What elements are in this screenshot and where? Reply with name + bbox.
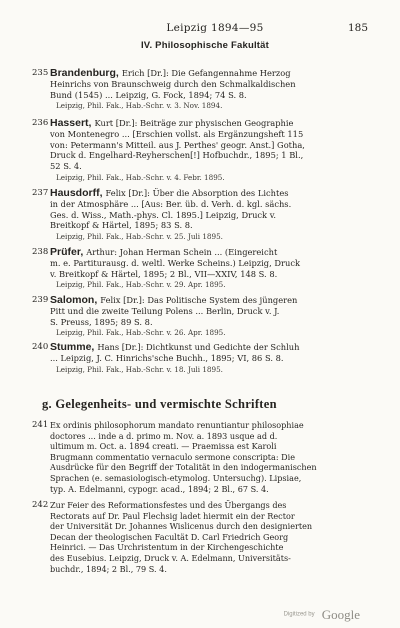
- entry-note: Leipzig, Phil. Fak., Hab.-Schr. v. 26. Apr. 1895.: [56, 328, 226, 338]
- author-name: Salomon,: [50, 294, 98, 306]
- entry-line: des Eusebius. Leipzig, Druck v. A. Edelmann, Universitäts-: [50, 552, 291, 563]
- misc-entry: [32, 500, 372, 574]
- part-heading: g. Gelegenheits- und vermischte Schriften: [42, 397, 277, 411]
- entry-line: typ. A. Edelmanni, cypogr. acad., 1894; 2 Bl., 67 S. 4.: [50, 483, 269, 494]
- misc-entry: [32, 420, 372, 494]
- entry-note: Leipzig, Phil. Fak., Hab.-Schr. v. 18. Juli 1895.: [56, 364, 223, 374]
- entry-line: Erich [Dr.]: Die Gefangennahme Herzog: [121, 68, 291, 78]
- entry-number: 239: [32, 295, 49, 305]
- bibliography-entry: [32, 117, 370, 183]
- entry-number: 238: [32, 247, 49, 257]
- entry-line: Kurt [Dr.]: Beiträge zur physischen Geographie: [94, 118, 294, 128]
- entry-line: Zur Feier des Reformationsfestes und des Übergangs des: [50, 500, 287, 510]
- entry-line: der Universität Dr. Johannes Wislicenus durch den designierten: [50, 521, 313, 532]
- bibliography-entry: [32, 187, 370, 242]
- entry-line: Pitt und die zweite Teilung Polens ... Berlin, Druck v. J.: [50, 305, 280, 316]
- entry-line: Felix [Dr.]: Das Politische System des jüngeren: [100, 295, 298, 305]
- watermark-logo-text: Google: [321, 606, 360, 622]
- entry-line: doctores ... inde a d. primo m. Nov. a. 1893 usque ad d.: [50, 430, 278, 441]
- section-heading: IV. Philosophische Fakultät: [140, 40, 270, 51]
- entry-line: Ex ordinis philosophorum mandato renuntiantur philosophiae: [50, 420, 304, 430]
- entry-line: v. Breitkopf & Härtel, 1895; 2 Bl., VII—XXIV, 148 S. 8.: [50, 268, 278, 279]
- entry-line: m. e. Partiturausg. d. weltl. Werke Scheins.) Leipzig, Druck: [50, 257, 301, 268]
- bibliography-entry: [32, 246, 370, 290]
- entry-line: Arthur: Johan Herman Schein ... (Eingereicht: [86, 247, 278, 257]
- entry-line: ... Leipzig, J. C. Hinrichs'sche Buchh., 1895; VI, 86 S. 8.: [50, 352, 284, 363]
- entry-number: 235: [32, 68, 49, 78]
- entry-line: ultimum m. Oct. a. 1894 creati. — Praemissa est Karoli: [50, 441, 277, 452]
- bibliography-entry: [32, 341, 370, 375]
- entry-line: Rectorats auf Dr. Paul Flechsig ladet hiermit ein der Rector: [50, 510, 295, 521]
- running-head: Leipzig 1894—95: [166, 22, 264, 34]
- entry-number: 241: [32, 420, 49, 430]
- entry-line: Felix [Dr.]: Über die Absorption des Lichtes: [105, 188, 289, 198]
- entry-line: Decan der theologischen Facultät D. Carl Friedrich Georg: [50, 531, 289, 542]
- entry-line: 52 S. 4.: [50, 161, 82, 172]
- entry-line: von Montenegro ... [Erschien vollst. als Ergänzungsheft 115: [50, 128, 304, 139]
- entry-line: Bund (1545) ... Leipzig, G. Fock, 1894; 74 S. 8.: [50, 89, 247, 100]
- digitized-watermark: [220, 604, 360, 620]
- entry-line: Hans [Dr.]: Dichtkunst und Gedichte der Schluh: [97, 342, 300, 352]
- author-name: Brandenburg,: [50, 67, 119, 79]
- author-name: Prüfer,: [50, 246, 84, 258]
- entry-line: in der Atmosphäre ... [Aus: Ber. üb. d. Verh. d. kgl. sächs.: [50, 198, 292, 209]
- entry-line: von: Petermann's Mitteil. aus J. Perthes' geogr. Anst.] Gotha,: [50, 139, 305, 150]
- entry-line: Sprachen (e. semasiologisch-etymolog. Untersuchg). Lipsiae,: [50, 472, 302, 483]
- entry-note: Leipzig, Phil. Fak., Hab.-Schr. v. 3. Nov. 1894.: [56, 101, 223, 111]
- author-name: Hassert,: [50, 117, 92, 129]
- entry-number: 236: [32, 118, 49, 128]
- entry-number: 240: [32, 342, 49, 352]
- author-name: Stumme,: [50, 341, 95, 353]
- entry-number: 237: [32, 188, 49, 198]
- entry-line: Heinrichs von Braunschweig durch den Schmalkaldischen: [50, 78, 296, 89]
- entry-line: S. Preuss, 1895; 89 S. 8.: [50, 316, 153, 327]
- entry-note: Leipzig, Phil. Fak., Hab.-Schr. v. 4. Febr. 1895.: [56, 172, 225, 182]
- bibliography-entry: [32, 294, 370, 338]
- entry-line: Druck d. Engelhard-Reyherschen[!] Hofbuchdr., 1895; 1 Bl.,: [50, 150, 304, 161]
- bibliography-entry: [32, 67, 370, 111]
- entry-line: Heinrici. — Das Urchristentum in der Kirchengeschichte: [50, 542, 284, 553]
- entry-line: Breitkopf & Härtel, 1895; 83 S. 8.: [50, 220, 193, 231]
- entry-number: 242: [32, 500, 49, 510]
- author-name: Hausdorff,: [50, 187, 103, 199]
- entry-note: Leipzig, Phil. Fak., Hab.-Schr. v. 25. Juli 1895.: [56, 232, 223, 242]
- entry-line: Brugmann commentatio vernaculo sermone conscripta: Die: [50, 451, 296, 462]
- entry-line: buchdr., 1894; 2 Bl., 79 S. 4.: [50, 563, 167, 574]
- entry-line: Ausdrücke für den Begriff der Totalität in den indogermanischen: [50, 462, 317, 473]
- watermark-small-text: Digitized by: [283, 611, 315, 618]
- entry-note: Leipzig, Phil. Fak., Hab.-Schr. v. 29. Apr. 1895.: [56, 280, 226, 290]
- entry-line: Ges. d. Wiss., Math.-phys. Cl. 1895.] Leipzig, Druck v.: [50, 209, 277, 220]
- page-number: 185: [347, 22, 368, 34]
